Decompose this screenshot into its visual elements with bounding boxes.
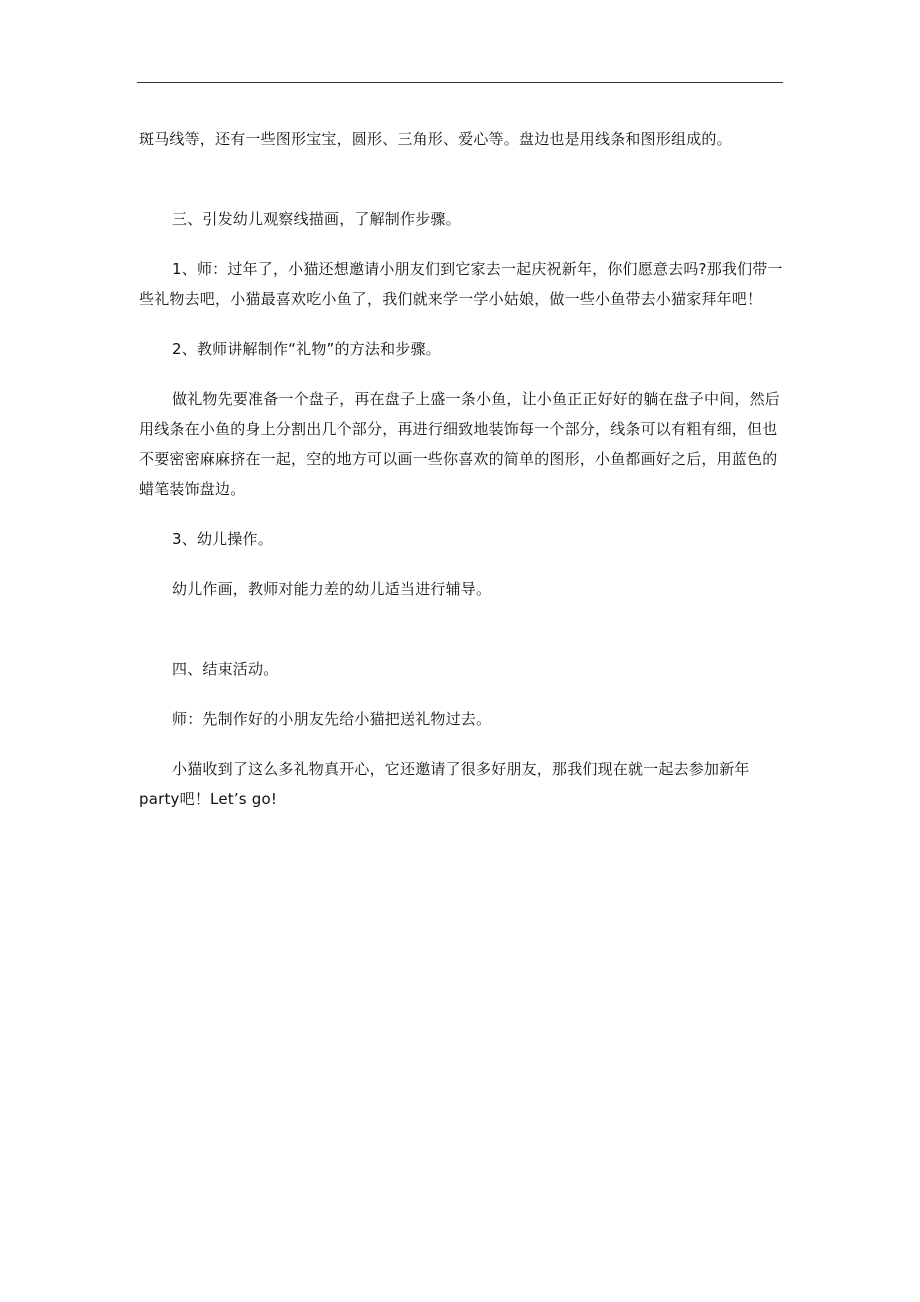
- document-body: [139, 124, 789, 834]
- header-rule: [137, 82, 783, 83]
- paragraph-step-2: 2、教师讲解制作“礼物”的方法和步骤。: [172, 340, 441, 358]
- section-heading-3: 三、引发幼儿观察线描画，了解制作步骤。: [172, 210, 461, 228]
- paragraph-gift-method: 做礼物先要准备一个盘子，再在盘子上盛一条小鱼，让小鱼正正好好的躺在盘子中间，然后用线条在小鱼的身上分割出几个部分，再进行细致地装饰每一个部分，线条可以有粗有细，但也不要密密麻麻挤在一起，空的地方可以画一些你喜欢的简单的图形，小鱼都画好之后，用蓝色的蜡笔装饰盘边。: [139, 390, 781, 498]
- paragraph-continuation: 斑马线等，还有一些图形宝宝，圆形、三角形、爱心等。盘边也是用线条和图形组成的。: [139, 130, 732, 148]
- paragraph-step-3: 3、幼儿操作。: [172, 530, 273, 548]
- paragraph-teacher-closing: 师：先制作好的小朋友先给小猫把送礼物过去。: [172, 710, 492, 728]
- paragraph-party: 小猫收到了这么多礼物真开心，它还邀请了很多好朋友，那我们现在就一起去参加新年party吧！Let’s go!: [139, 760, 750, 808]
- paragraph-step-1: 1、师：过年了，小猫还想邀请小朋友们到它家去一起庆祝新年，你们愿意去吗?那我们带一些礼物去吧，小猫最喜欢吃小鱼了，我们就来学一学小姑娘，做一些小鱼带去小猫家拜年吧！: [139, 260, 783, 308]
- section-heading-4: 四、结束活动。: [172, 660, 279, 678]
- paragraph-children-draw: 幼儿作画，教师对能力差的幼儿适当进行辅导。: [172, 580, 492, 598]
